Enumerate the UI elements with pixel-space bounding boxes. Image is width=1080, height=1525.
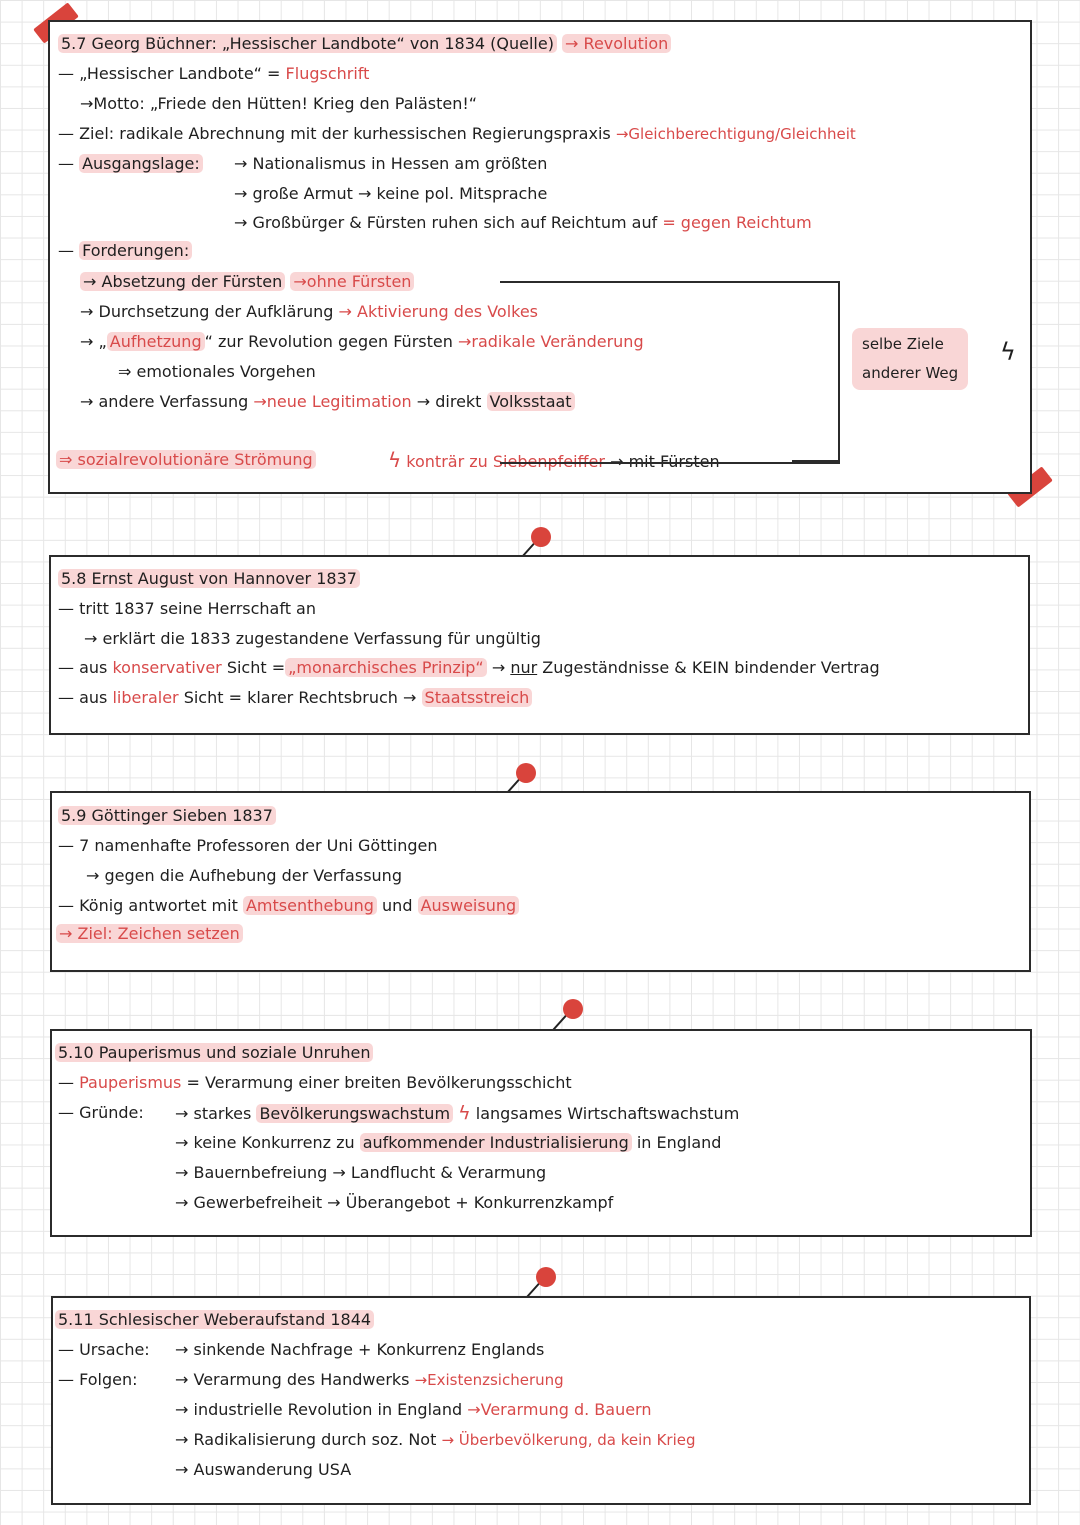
text: → sinkende Nachfrage + Konkurrenz Englands: [175, 1340, 545, 1359]
s57-forderung-3-sub: [118, 362, 316, 382]
lightning-icon: ϟ: [1000, 338, 1016, 366]
text: → „: [80, 332, 107, 351]
dash: —: [58, 124, 74, 143]
side-note-line-2: anderer Weg: [862, 364, 959, 382]
text: “ zur Revolution gegen Fürsten: [204, 332, 453, 351]
dash: —: [58, 154, 74, 173]
text: → Großbürger & Fürsten ruhen sich auf Reichtum auf: [234, 213, 658, 232]
dash: —: [58, 1073, 74, 1092]
text: → große Armut → keine pol. Mitsprache: [234, 184, 548, 203]
s58-line-2: [84, 629, 541, 649]
s57-line-motto: [80, 94, 477, 114]
text: Sicht = klarer Rechtsbruch →: [183, 688, 417, 707]
s511-line-5: [175, 1460, 351, 1480]
s511-line-2: [175, 1370, 564, 1390]
underlined-text: nur: [510, 658, 538, 677]
s57-line-ziel: [58, 124, 856, 144]
s510-line-4: [175, 1163, 546, 1183]
s510-line-2-content: [175, 1103, 739, 1124]
red-text: →Gleichberechtigung/Gleichheit: [615, 125, 856, 143]
text: → industrielle Revolution in England: [175, 1400, 463, 1419]
s510-line-1: [58, 1073, 572, 1093]
conclusion: ⇒ sozialrevolutionäre Strömung: [56, 450, 316, 469]
dash: —: [58, 64, 74, 83]
highlight: Bevölkerungswachstum: [256, 1104, 453, 1123]
s58-line-1: [58, 599, 316, 619]
label: — Folgen:: [58, 1370, 138, 1389]
s58-line-3: [58, 658, 880, 678]
text: → Verarmung des Handwerks: [175, 1370, 410, 1389]
s57-line-reichtum: [234, 213, 812, 233]
red-text: Flugschrift: [285, 64, 370, 83]
text: → Gewerbefreiheit → Überangebot + Konkurrenzkampf: [175, 1193, 614, 1212]
text: → Auswanderung USA: [175, 1460, 352, 1479]
red-text: Staatsstreich: [422, 688, 533, 707]
side-note-line-1: selbe Ziele: [862, 335, 944, 353]
bracket-tail: [792, 460, 838, 462]
s59-line-3: [58, 896, 519, 916]
red-text: konservativer: [112, 658, 222, 677]
text: — König antwortet mit: [58, 896, 238, 915]
text: → mit Fürsten: [610, 452, 720, 471]
bracket-connector: [500, 281, 840, 464]
s57-forderung-1: [80, 272, 414, 292]
red-text: konträr zu Siebenpfeiffer: [406, 452, 605, 471]
section-5-10-heading-row: [55, 1043, 373, 1063]
section-5-9-heading-row: [58, 806, 276, 826]
label: — Gründe:: [58, 1103, 144, 1122]
dash: —: [58, 241, 74, 260]
red-text: liberaler: [112, 688, 179, 707]
red-text: →ohne Fürsten: [290, 272, 414, 291]
s57-line-nationalismus: [234, 154, 547, 174]
highlight: aufkommender Industrialisierung: [360, 1133, 632, 1152]
text: → Radikalisierung durch soz. Not: [175, 1430, 437, 1449]
text: → Absetzung der Fürsten: [80, 272, 285, 291]
text: ⇒ emotionales Vorgehen: [118, 362, 316, 381]
text: →: [491, 658, 506, 677]
s57-forderung-2: [80, 302, 538, 322]
red-text: Ausweisung: [418, 896, 520, 915]
text: → erklärt die 1833 zugestandene Verfassung für ungültig: [84, 629, 541, 648]
section-5-7-heading-tag: → Revolution: [562, 34, 671, 53]
s511-line-1-label: [58, 1340, 150, 1360]
lightning-icon: ϟ: [388, 448, 402, 472]
red-text: →neue Legitimation: [253, 392, 412, 411]
section-5-8-heading: 5.8 Ernst August von Hannover 1837: [58, 569, 360, 588]
red-text: →Verarmung d. Bauern: [467, 1400, 652, 1419]
text: — aus: [58, 688, 108, 707]
s59-line-2: [86, 866, 402, 886]
lightning-icon: ϟ: [458, 1102, 471, 1124]
s510-line-5: [175, 1193, 613, 1213]
section-5-8-heading-row: [58, 569, 360, 589]
text: — aus: [58, 658, 108, 677]
s511-line-4: [175, 1430, 696, 1450]
red-text: Amtsenthebung: [243, 896, 377, 915]
s57-conclusion: [56, 450, 316, 470]
s510-line-3: [175, 1133, 721, 1153]
text: → Nationalismus in Hessen am größten: [234, 154, 548, 173]
s59-line-4: [56, 924, 243, 944]
text: und: [382, 896, 413, 915]
s57-line-armut: [234, 184, 547, 204]
section-5-7-heading: 5.7 Georg Büchner: „Hessischer Landbote“ von 1834 (Quelle): [58, 34, 557, 53]
label: — Ursache:: [58, 1340, 150, 1359]
text: Sicht =: [226, 658, 286, 677]
side-note: [852, 328, 968, 390]
red-text: →Existenzsicherung: [414, 1371, 564, 1389]
text: — 7 namenhafte Professoren der Uni Göttingen: [58, 836, 438, 855]
red-text: → Überbevölkerung, da kein Krieg: [441, 1431, 696, 1449]
text: Ziel: radikale Abrechnung mit der kurhessischen Regierungspraxis: [79, 124, 611, 143]
text: → direkt: [416, 392, 482, 411]
red-text: → Ziel: Zeichen setzen: [56, 924, 243, 943]
section-5-10-heading: 5.10 Pauperismus und soziale Unruhen: [55, 1043, 373, 1062]
text: → Durchsetzung der Aufklärung: [80, 302, 334, 321]
s511-line-1: [175, 1340, 544, 1360]
text: = Verarmung einer breiten Bevölkerungsschicht: [186, 1073, 572, 1092]
label: Forderungen:: [79, 241, 192, 260]
s511-line-2-label: [58, 1370, 137, 1390]
s59-line-1: [58, 836, 438, 856]
s57-line-flugschrift: [58, 64, 369, 84]
s57-line-forderungen: [58, 241, 192, 261]
text: → andere Verfassung: [80, 392, 249, 411]
s58-line-4: [58, 688, 532, 708]
text: → starkes: [175, 1104, 252, 1123]
s510-line-2: [58, 1103, 144, 1123]
text: langsames Wirtschaftswachstum: [475, 1104, 740, 1123]
text: → gegen die Aufhebung der Verfassung: [86, 866, 402, 885]
s511-line-3: [175, 1400, 652, 1420]
section-5-9-heading: 5.9 Göttinger Sieben 1837: [58, 806, 276, 825]
text: „Hessischer Landbote“ =: [79, 64, 281, 83]
highlight: Volksstaat: [487, 392, 575, 411]
section-5-11-heading-row: [55, 1310, 374, 1330]
text: → keine Konkurrenz zu: [175, 1133, 355, 1152]
text: — tritt 1837 seine Herrschaft an: [58, 599, 316, 618]
s57-line-ausgangslage: [58, 154, 203, 174]
text: → Bauernbefreiung → Landflucht & Verarmung: [175, 1163, 547, 1182]
text: in England: [636, 1133, 722, 1152]
label: Ausgangslage:: [79, 154, 203, 173]
red-text: Pauperismus: [79, 1073, 182, 1092]
red-text: „monarchisches Prinzip“: [285, 658, 487, 677]
red-text: = gegen Reichtum: [662, 213, 812, 232]
text: →Motto: „Friede den Hütten! Krieg den Palästen!“: [80, 94, 478, 113]
section-5-7-heading-row: [58, 34, 671, 54]
highlight: Aufhetzung: [107, 332, 205, 351]
text: Zugeständnisse & KEIN bindender Vertrag: [542, 658, 880, 677]
red-text: → Aktivierung des Volkes: [338, 302, 539, 321]
section-5-11-heading: 5.11 Schlesischer Weberaufstand 1844: [55, 1310, 374, 1329]
red-text: →radikale Veränderung: [457, 332, 644, 351]
